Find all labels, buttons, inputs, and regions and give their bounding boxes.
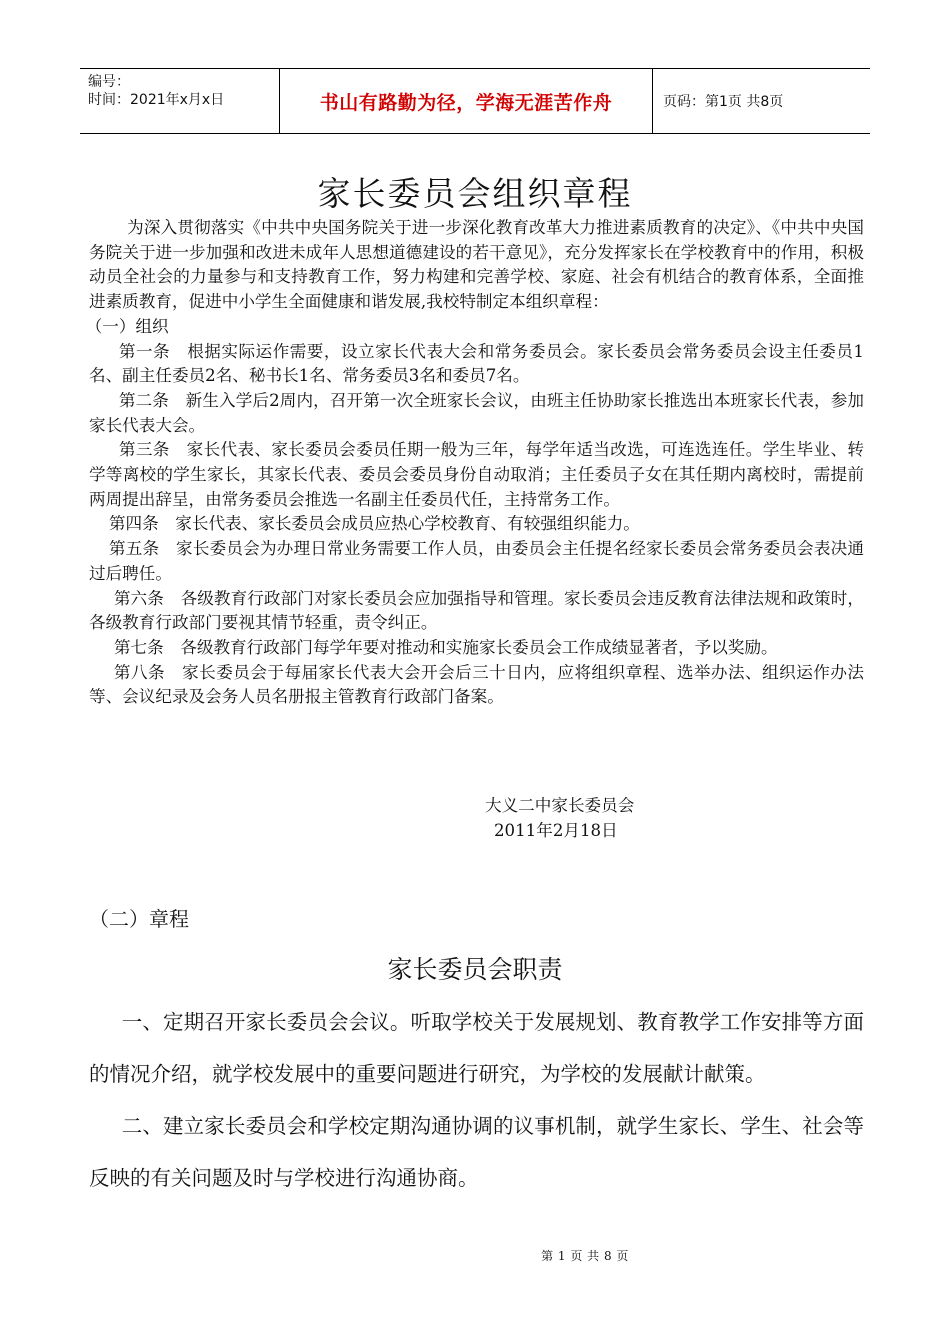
article-paragraph: 第八条 家长委员会于每届家长代表大会开会后三十日内，应将组织章程、选举办法、组织运作办法等、会议纪录及会务人员名册报主管教育行政部门备案。 — [89, 662, 864, 707]
signature-date: 2011年2月18日 — [494, 821, 618, 840]
article-paragraph: 第七条 各级教育行政部门每学年要对推动和实施家长委员会工作成绩显著者，予以奖励。 — [113, 637, 778, 657]
document-title: 家长委员会组织章程 — [317, 174, 633, 213]
document-body — [85, 216, 864, 710]
header-meta — [80, 69, 280, 133]
duty-paragraph: 二、建立家长委员会和学校定期沟通协调的议事机制，就学生家长、学生、社会等反映的有关问题及时与学校进行沟通协商。 — [89, 1114, 864, 1190]
duties-title: 家长委员会职责 — [387, 955, 563, 984]
article-paragraph: 第三条 家长代表、家长委员会委员任期一般为三年，每学年适当改选，可连选连任。学生毕业、转学等离校的学生家长，其家长代表、委员会委员身份自动取消；主任委员子女在其任期内离校时，需提前两周提出辞呈，由常务委员会推选一名副主任委员代任，主持常务工作。 — [89, 440, 864, 509]
duty-paragraph: 一、定期召开家长委员会会议。听取学校关于发展规划、教育教学工作安排等方面的情况介绍，就学校发展中的重要问题进行研究，为学校的发展献计献策。 — [89, 1010, 864, 1086]
page-footer: 第 1 页 共 8 页 — [541, 1249, 629, 1263]
page-header — [80, 68, 870, 134]
article-paragraph: 第五条 家长委员会为办理日常业务需要工作人员，由委员会主任提名经家长委员会常务委员会表决通过后聘任。 — [89, 539, 864, 583]
article-paragraph: 第一条 根据实际运作需要，设立家长代表大会和常务委员会。家长委员会常务委员会设主任委员1名、副主任委员2名、秘书长1名、常务委员3名和委员7名。 — [89, 341, 864, 386]
section-heading-organization: （一）组织 — [85, 316, 169, 336]
article-paragraph: 第六条 各级教育行政部门对家长委员会应加强指导和管理。家长委员会违反教育法律法规和政策时，各级教育行政部门要视其情节轻重，责令纠正。 — [89, 588, 864, 633]
article-paragraph: 第四条 家长代表、家长委员会成员应热心学校教育、有较强组织能力。 — [108, 514, 640, 534]
section-heading-charter: （二）章程 — [89, 907, 189, 931]
header-page-info: 页码：第1页 共8页 — [663, 94, 784, 110]
article-paragraph: 第二条 新生入学后2周内，召开第一次全班家长会议，由班主任协助家长推选出本班家长代表，参加家长代表大会。 — [89, 390, 864, 435]
intro-paragraph: 为深入贯彻落实《中共中央国务院关于进一步深化教育改革大力推进素质教育的决定》、《中共中央国务院关于进一步加强和改进未成年人思想道德建设的若干意见》，充分发挥家长在学校教育中的作用，积极动员全社会的力量参与和支持教育工作，努力构建和完善学校、家庭、社会有机结合的教育体系，全面推进素质教育，促进中小学生全面健康和谐发展,我校特制定本组织章程： — [89, 218, 864, 312]
header-motto: 书山有路勤为径，学海无涯苦作舟 — [280, 69, 653, 133]
header-time: 时间：2021年x月x日 — [88, 92, 225, 108]
duties-body — [89, 996, 864, 1204]
signature: 大义二中家长委员会 — [485, 796, 635, 815]
header-number: 编号： — [88, 74, 130, 90]
